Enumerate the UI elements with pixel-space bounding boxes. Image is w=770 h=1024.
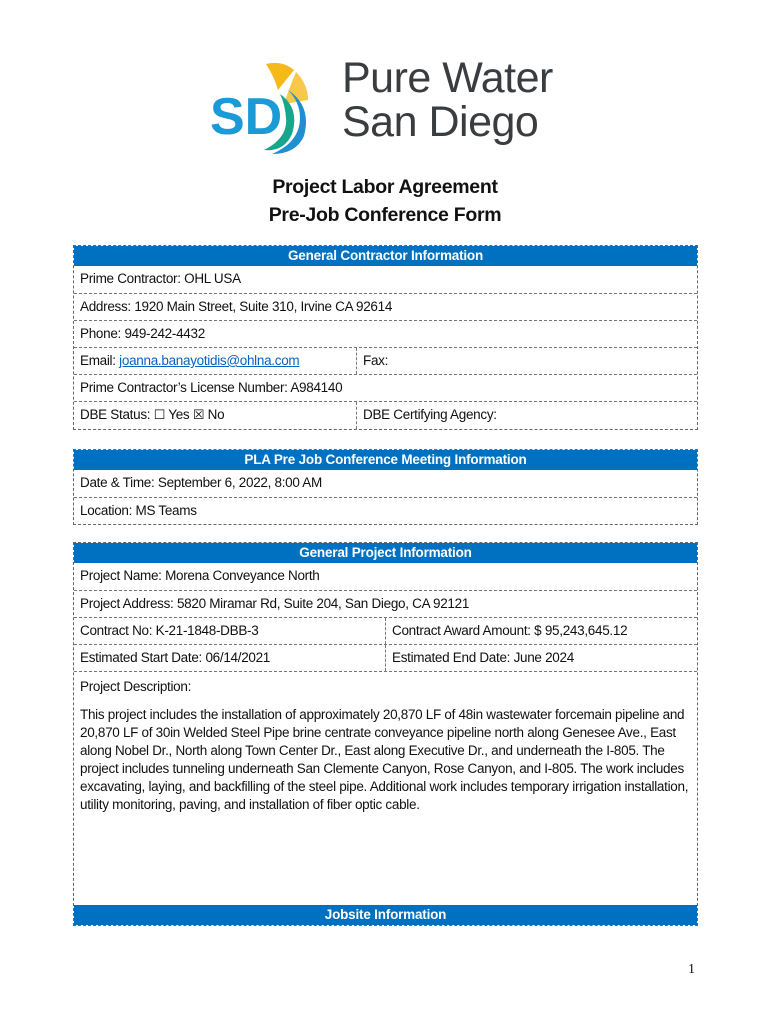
project-address-field[interactable]: Project Address: 5820 Miramar Rd, Suite 204, San Diego, CA 92121 xyxy=(80,596,470,611)
project-name-row xyxy=(74,563,697,590)
project-description-label: Project Description: xyxy=(80,679,192,694)
meeting-info-table xyxy=(73,449,698,525)
project-description-field[interactable] xyxy=(74,671,697,905)
logo-line-1: Pure Water xyxy=(342,54,553,102)
dbe-status-label: DBE Status: xyxy=(80,407,154,422)
section-header: General Project Information xyxy=(74,543,697,563)
end-date-field[interactable]: Estimated End Date: June 2024 xyxy=(392,650,574,665)
license-row xyxy=(74,374,697,401)
dbe-yes-label: Yes xyxy=(165,407,193,422)
award-amount-field[interactable]: Contract Award Amount: $ 95,243,645.12 xyxy=(392,623,628,638)
contract-no-field[interactable]: Contract No: K-21-1848-DBB-3 xyxy=(74,618,386,644)
project-address-row xyxy=(74,590,697,617)
logo-wordmark xyxy=(342,56,553,144)
project-description-text: This project includes the installation of approximately 20,870 LF of 48in wastewater forcemain pipeline and 20,870 LF of 30in Welded Steel Pipe brine centrate conveyance pipeline north along Genesee Ave., East along Nobel Dr., North along Town Center Dr., East along Executive Dr., and underneath the I-805. The project includes tunneling underneath San Clemente Canyon, Rose Canyon, and I-805. The work includes excavating, laying, and backfilling of the steel pipe. Additional work includes temporary irrigation installation, utility monitoring, paving, and installation of fiber optic cable. xyxy=(80,707,689,812)
email-label: Email: xyxy=(80,353,120,368)
dbe-agency-field[interactable]: DBE Certifying Agency: xyxy=(363,407,497,422)
address-row xyxy=(74,293,697,320)
phone-row xyxy=(74,320,697,347)
datetime-row xyxy=(74,470,697,497)
form-title: Project Labor Agreement xyxy=(272,176,498,198)
email-field[interactable] xyxy=(74,348,357,374)
sd-logo-mark-icon xyxy=(208,56,328,156)
start-date-field[interactable]: Estimated Start Date: 06/14/2021 xyxy=(74,645,386,671)
logo-initials: SD xyxy=(210,88,283,146)
contract-row xyxy=(74,617,697,644)
jobsite-section-header: Jobsite Information xyxy=(74,905,697,925)
location-row xyxy=(74,497,697,524)
section-header: General Contractor Information xyxy=(74,246,697,266)
page-number: 1 xyxy=(688,962,695,977)
address-field[interactable]: Address: 1920 Main Street, Suite 310, Irvine CA 92614 xyxy=(80,299,393,314)
project-info-table xyxy=(73,542,698,926)
dbe-status-field xyxy=(74,402,357,429)
dbe-no-checkbox[interactable]: ☒ xyxy=(192,407,205,422)
project-name-field[interactable]: Project Name: Morena Conveyance North xyxy=(80,568,320,583)
pure-water-san-diego-logo xyxy=(208,56,568,156)
license-field[interactable]: Prime Contractor’s License Number: A984140 xyxy=(80,380,343,395)
phone-field[interactable]: Phone: 949-242-4432 xyxy=(80,326,205,341)
section-header: PLA Pre Job Conference Meeting Information xyxy=(74,450,697,470)
dbe-row xyxy=(74,401,697,429)
location-field[interactable]: Location: MS Teams xyxy=(80,503,197,518)
datetime-field[interactable]: Date & Time: September 6, 2022, 8:00 AM xyxy=(80,475,322,490)
prime-contractor-row xyxy=(74,266,697,293)
logo-line-2: San Diego xyxy=(342,98,539,146)
email-link[interactable]: joanna.banayotidis@ohlna.com xyxy=(119,353,300,368)
email-fax-row xyxy=(74,347,697,374)
dbe-no-label: No xyxy=(204,407,225,422)
form-subtitle: Pre-Job Conference Form xyxy=(268,204,502,226)
dates-row xyxy=(74,644,697,671)
fax-field[interactable]: Fax: xyxy=(363,353,389,368)
dbe-yes-checkbox[interactable]: ☐ xyxy=(153,407,166,422)
general-contractor-table xyxy=(73,245,698,430)
prime-contractor-field[interactable]: Prime Contractor: OHL USA xyxy=(80,271,241,286)
